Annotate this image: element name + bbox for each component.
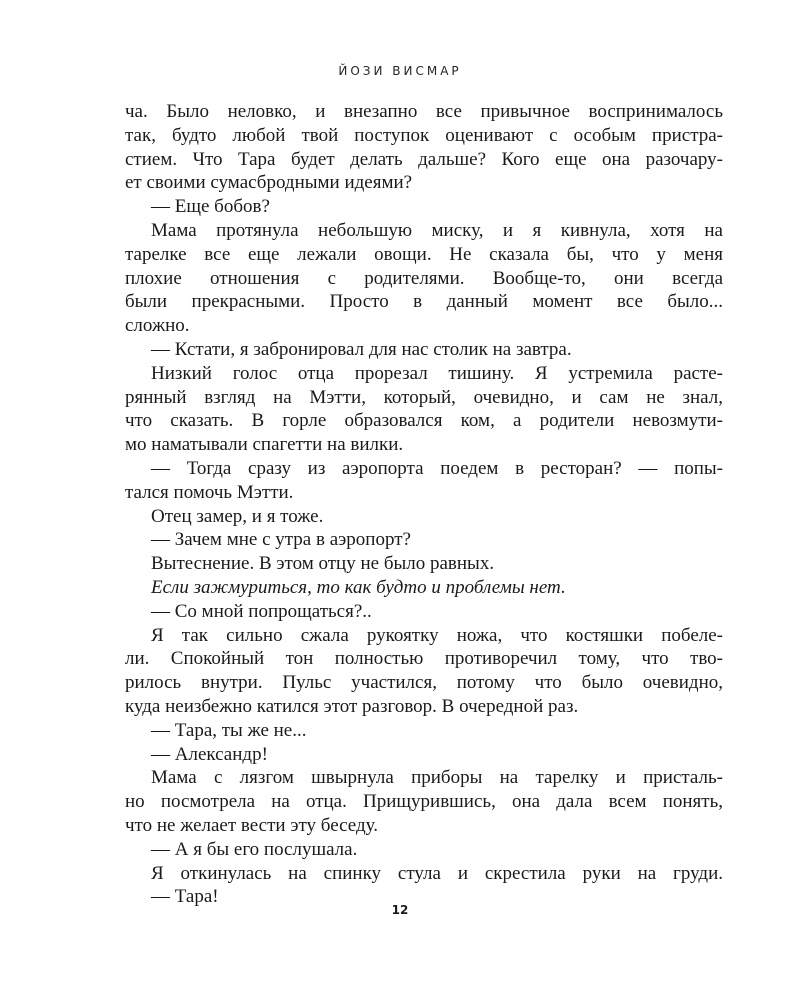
- running-head: ЙОЗИ ВИСМАР: [338, 64, 462, 78]
- text-line: сложно.: [125, 315, 190, 337]
- text-line: были прекрасными. Просто в данный момент все было...: [125, 291, 723, 313]
- text-line: — Александр!: [151, 743, 268, 765]
- text-line: — Еще бобов?: [151, 196, 270, 218]
- text-line: — Зачем мне с утра в аэропорт?: [151, 529, 411, 551]
- text-line: куда неизбежно катился этот разговор. В очередной раз.: [125, 695, 579, 717]
- text-line: Низкий голос отца прорезал тишину. Я устремила расте-: [151, 362, 723, 384]
- body-text: [125, 100, 723, 909]
- text-line: плохие отношения с родителями. Вообще-то, они всегда: [125, 267, 723, 289]
- text-line: но посмотрела на отца. Прищурившись, она дала всем понять,: [125, 791, 723, 813]
- text-line: Я так сильно сжала рукоятку ножа, что костяшки побеле-: [151, 624, 723, 646]
- text-line: Мама протянула небольшую миску, и я кивнула, хотя на: [151, 219, 723, 241]
- text-line: стием. Что Тара будет делать дальше? Кого еще она разочару-: [125, 148, 723, 170]
- text-line: мо наматывали спагетти на вилки.: [125, 434, 404, 456]
- text-line: — Тогда сразу из аэропорта поедем в ресторан? — попы-: [151, 457, 723, 479]
- text-line-italic: Если зажмуриться, то как будто и проблемы нет.: [151, 576, 566, 598]
- text-line: ча. Было неловко, и внезапно все привычное воспринималось: [125, 101, 723, 122]
- text-line: Отец замер, и я тоже.: [151, 505, 324, 527]
- text-line: Я откинулась на спинку стула и скрестила руки на груди.: [151, 862, 723, 884]
- text-line: Вытеснение. В этом отцу не было равных.: [151, 553, 495, 575]
- text-line: рянный взгляд на Мэтти, который, очевидно, и сам не знал,: [125, 386, 723, 408]
- text-line: тался помочь Мэтти.: [125, 481, 294, 503]
- page-number: 12: [391, 903, 409, 917]
- text-line: так, будто любой твой поступок оценивают с особым пристра-: [125, 124, 723, 146]
- text-line: — А я бы его послушала.: [151, 838, 358, 860]
- text-line: ли. Спокойный тон полностью противоречил тому, что тво-: [125, 648, 723, 670]
- text-line: тарелке все еще лежали овощи. Не сказала бы, что у меня: [125, 243, 723, 265]
- text-line: что сказать. В горле образовался ком, а родители невозмути-: [125, 410, 723, 432]
- text-line: ет своими сумасбродными идеями?: [125, 172, 413, 194]
- text-line: что не желает вести эту беседу.: [125, 814, 378, 836]
- text-line: — Тара!: [151, 886, 219, 908]
- text-line: Мама с лязгом швырнула приборы на тарелку и присталь-: [151, 767, 723, 789]
- text-line: — Кстати, я забронировал для нас столик на завтра.: [151, 338, 572, 360]
- text-line: — Со мной попрощаться?..: [151, 600, 372, 622]
- text-line: рилось внутри. Пульс участился, потому что было очевидно,: [125, 672, 723, 694]
- text-line: — Тара, ты же не...: [151, 719, 307, 741]
